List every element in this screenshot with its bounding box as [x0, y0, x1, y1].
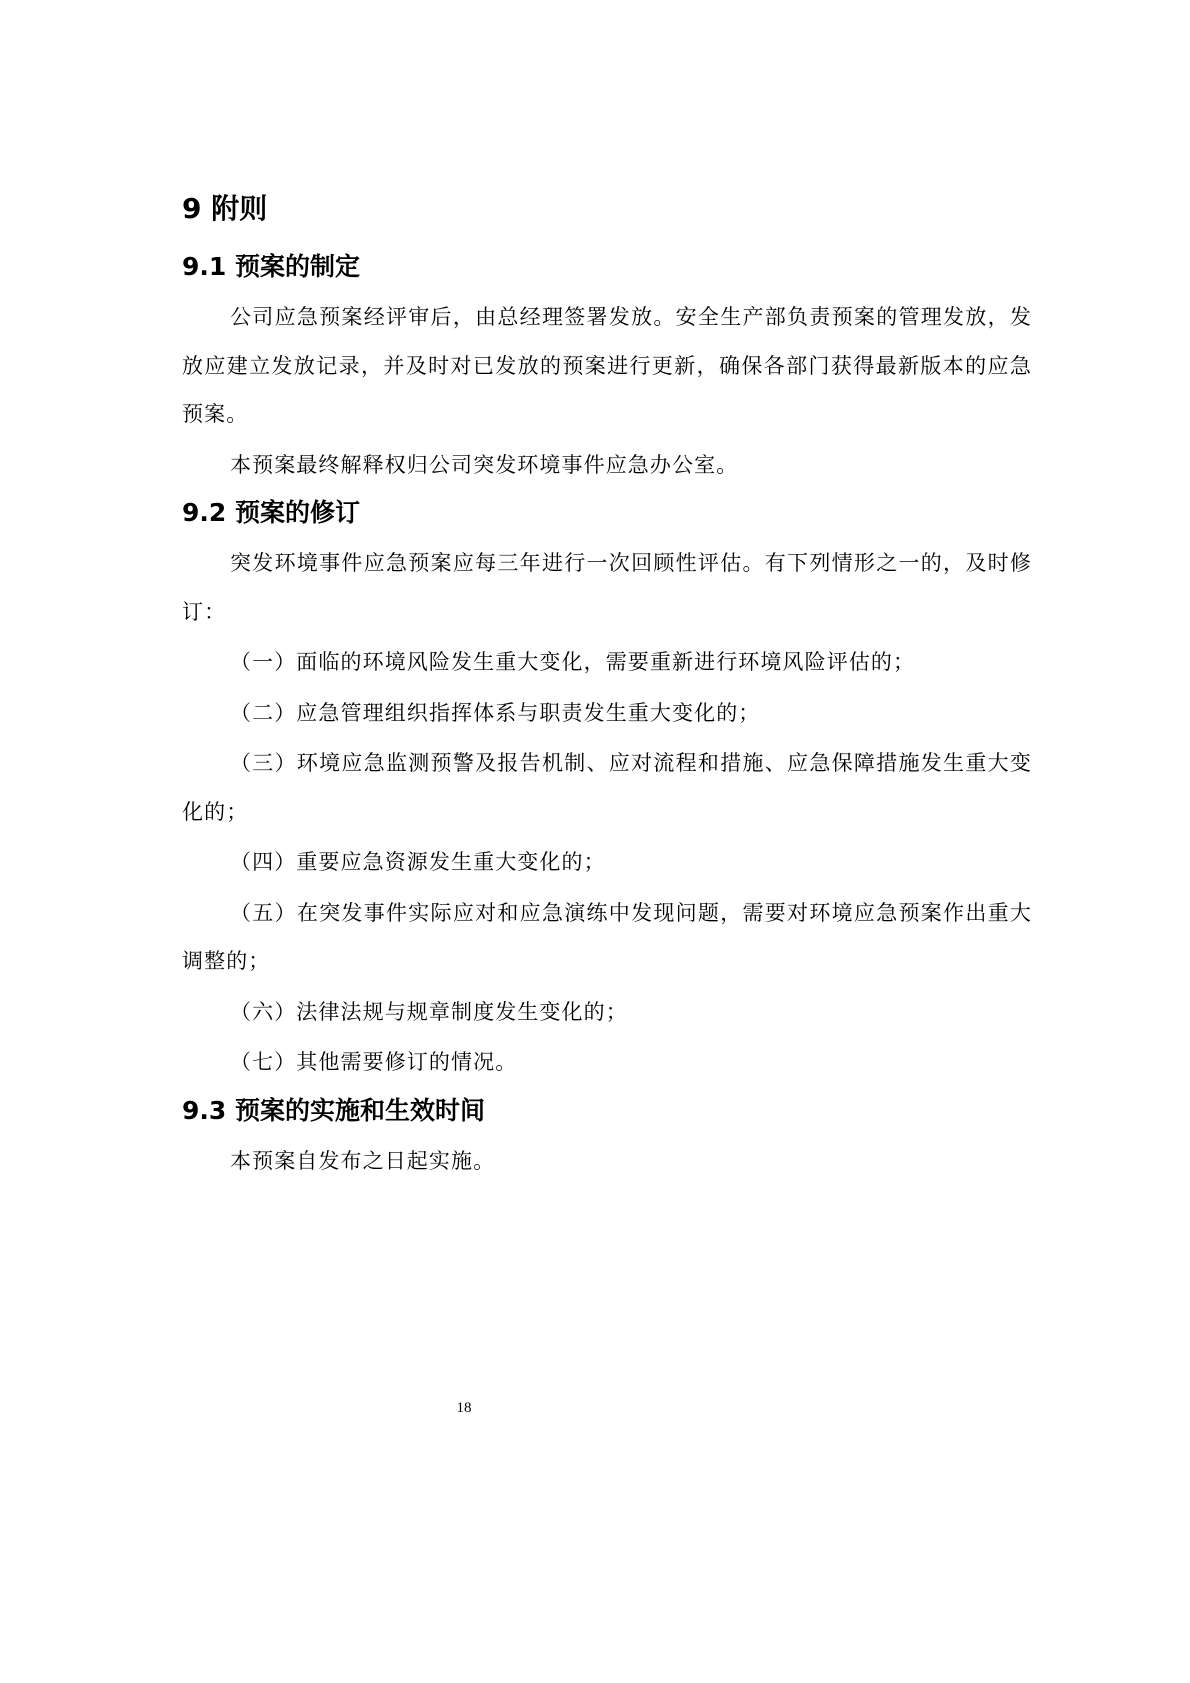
page-content [182, 185, 1032, 1187]
section-heading-9-1: 9.1 预案的制定 [182, 252, 360, 281]
list-item: （三）环境应急监测预警及报告机制、应对流程和措施、应急保障措施发生重大变化的； [182, 751, 1032, 824]
list-item: （七）其他需要修订的情况。 [230, 1050, 518, 1074]
list-item: （二）应急管理组织指挥体系与职责发生重大变化的； [230, 700, 761, 725]
list-item: （四）重要应急资源发生重大变化的； [230, 850, 606, 874]
paragraph: 本预案自发布之日起实施。 [230, 1148, 496, 1173]
list-item: （一）面临的环境风险发生重大变化，需要重新进行环境风险评估的； [230, 650, 916, 674]
paragraph: 突发环境事件应急预案应每三年进行一次回顾性评估。有下列情形之一的，及时修订： [182, 551, 1032, 624]
list-item: （六）法律法规与规章制度发生变化的； [230, 999, 628, 1024]
paragraph: 公司应急预案经评审后，由总经理签署发放。安全生产部负责预案的管理发放，发放应建立发放记录，并及时对已发放的预案进行更新，确保各部门获得最新版本的应急预案。 [182, 305, 1032, 426]
page-number: 18 [456, 1400, 472, 1416]
section-heading-9-3: 9.3 预案的实施和生效时间 [182, 1095, 485, 1125]
paragraph: 本预案最终解释权归公司突发环境事件应急办公室。 [230, 452, 739, 477]
chapter-title: 9 附则 [182, 192, 268, 225]
section-heading-9-2: 9.2 预案的修订 [182, 498, 360, 527]
list-item: （五）在突发事件实际应对和应急演练中发现问题，需要对环境应急预案作出重大调整的； [182, 900, 1032, 973]
